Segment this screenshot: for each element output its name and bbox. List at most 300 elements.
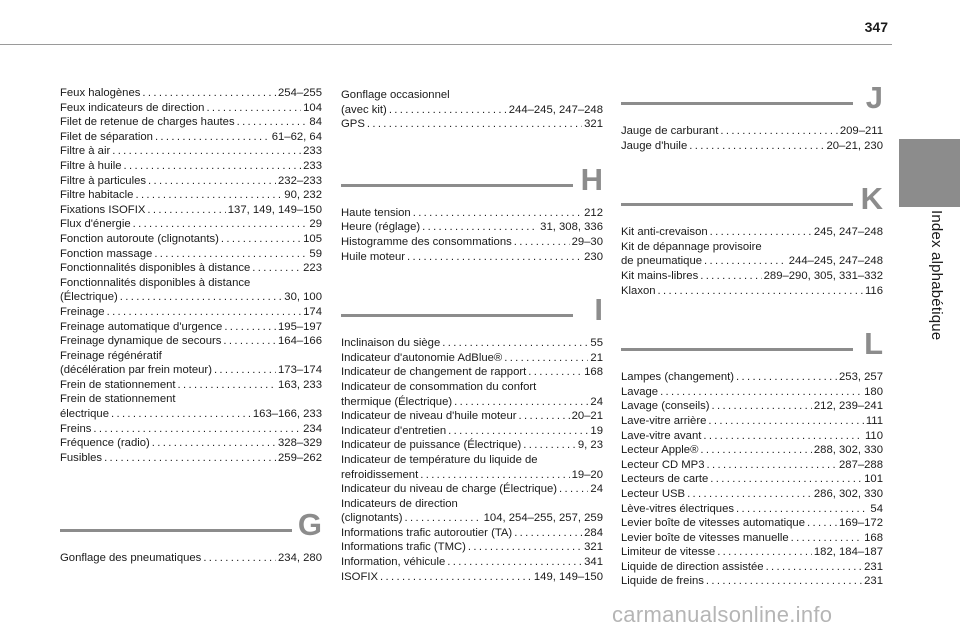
index-entry[interactable] bbox=[621, 531, 883, 546]
entry-label: Lave-vitre arrière bbox=[621, 414, 707, 427]
index-entry[interactable] bbox=[341, 351, 603, 366]
index-entry-line bbox=[621, 443, 883, 458]
section-header-i bbox=[341, 290, 603, 336]
index-entry-line bbox=[341, 235, 603, 250]
index-entry-line bbox=[341, 395, 603, 410]
entry-label: Indicateur d'entretien bbox=[341, 424, 447, 437]
entry-label: Frein de stationnement bbox=[60, 378, 176, 391]
entry-label: Kit anti-crevaison bbox=[621, 226, 708, 239]
index-entry-line bbox=[621, 139, 883, 154]
index-entry-line bbox=[621, 502, 883, 517]
entry-page-ref[interactable]: 116 bbox=[864, 284, 883, 297]
section-rule bbox=[60, 529, 292, 532]
index-column-3 bbox=[621, 78, 883, 589]
index-entry-line bbox=[60, 101, 322, 116]
index-entry[interactable] bbox=[621, 472, 883, 487]
index-entry-line bbox=[341, 438, 603, 453]
index-entry-line bbox=[60, 203, 322, 218]
entry-label: Lecteur Apple® bbox=[621, 444, 699, 457]
entry-page-ref[interactable]: 110 bbox=[864, 429, 883, 442]
index-entry[interactable] bbox=[60, 203, 322, 218]
entry-page-ref[interactable]: 341 bbox=[584, 556, 603, 569]
index-entry-line bbox=[60, 130, 322, 145]
entry-page-ref[interactable]: 245, 247–248 bbox=[813, 226, 883, 239]
dot-leader bbox=[111, 407, 251, 422]
entry-page-ref[interactable]: 231 bbox=[864, 560, 883, 573]
dot-leader bbox=[104, 451, 276, 466]
entry-page-ref[interactable]: 254–255 bbox=[278, 87, 322, 99]
entry-page-ref[interactable]: 328–329 bbox=[278, 437, 322, 450]
index-entry[interactable] bbox=[341, 555, 603, 570]
index-entry-line bbox=[60, 551, 322, 566]
dot-leader bbox=[413, 206, 582, 221]
index-entry-line bbox=[60, 363, 322, 378]
index-entry-line bbox=[60, 436, 322, 451]
section-rule bbox=[621, 102, 853, 105]
dot-leader bbox=[203, 551, 276, 566]
index-entry-line bbox=[621, 124, 883, 139]
entry-label: Freinage dynamique de secours bbox=[60, 335, 222, 348]
entry-page-ref[interactable]: 163, 233 bbox=[278, 378, 322, 391]
entry-label: Fonction massage bbox=[60, 247, 153, 260]
dot-leader bbox=[178, 378, 276, 393]
dot-leader bbox=[405, 511, 482, 526]
entry-label: Fonction autoroute (clignotants) bbox=[60, 232, 219, 245]
index-entry-line bbox=[60, 422, 322, 437]
entry-label: Feux halogènes bbox=[60, 87, 141, 99]
entry-label: de pneumatique bbox=[621, 255, 703, 268]
entry-page-ref[interactable]: 284 bbox=[584, 526, 603, 539]
dot-leader bbox=[700, 269, 761, 284]
entry-page-ref[interactable]: 168 bbox=[864, 531, 883, 544]
index-entry[interactable] bbox=[341, 220, 603, 235]
index-entry[interactable] bbox=[621, 139, 883, 154]
entry-page-ref[interactable]: 288, 302, 330 bbox=[813, 444, 883, 457]
entry-label: Heure (réglage) bbox=[341, 221, 421, 234]
entry-label: Fonctionnalités disponibles à distance bbox=[60, 262, 251, 275]
dot-leader bbox=[133, 217, 308, 232]
dot-leader bbox=[224, 320, 276, 335]
section-letter: H bbox=[580, 161, 603, 197]
index-entry-line bbox=[60, 378, 322, 393]
index-entry[interactable] bbox=[621, 560, 883, 575]
index-entry-line bbox=[621, 429, 883, 444]
index-entry[interactable] bbox=[341, 497, 603, 526]
index-entry[interactable] bbox=[60, 217, 322, 232]
index-entry-line bbox=[341, 250, 603, 265]
entry-page-ref[interactable]: 31, 308, 336 bbox=[540, 221, 603, 234]
index-entry[interactable] bbox=[621, 124, 883, 139]
entry-page-ref[interactable]: 59 bbox=[309, 247, 322, 260]
index-entry-line bbox=[621, 269, 883, 284]
index-entry[interactable] bbox=[341, 88, 603, 117]
entry-page-ref[interactable]: 24 bbox=[590, 395, 603, 408]
dot-leader bbox=[252, 261, 301, 276]
dot-leader bbox=[147, 203, 225, 218]
entry-label: GPS bbox=[341, 118, 365, 131]
index-entry-line bbox=[341, 468, 603, 483]
dot-leader bbox=[736, 502, 868, 517]
dot-leader bbox=[514, 526, 582, 541]
entry-page-ref[interactable]: 253, 257 bbox=[839, 371, 883, 384]
entry-label: Lavage (conseils) bbox=[621, 400, 710, 413]
entry-page-ref[interactable]: 19–20 bbox=[571, 468, 603, 481]
index-entry-line bbox=[60, 188, 322, 203]
entry-label: Freins bbox=[60, 422, 92, 435]
index-entry-line bbox=[341, 220, 603, 235]
section-header-h bbox=[341, 160, 603, 206]
entry-label: Kit de dépannage provisoire bbox=[621, 240, 762, 253]
index-entry-line bbox=[60, 115, 322, 130]
dot-leader bbox=[448, 424, 588, 439]
entry-page-ref[interactable]: 19 bbox=[590, 424, 603, 437]
index-entry[interactable] bbox=[341, 336, 603, 351]
entry-page-ref[interactable]: 84 bbox=[309, 116, 322, 129]
dot-leader bbox=[528, 365, 582, 380]
index-entry[interactable] bbox=[60, 551, 322, 566]
index-entry[interactable] bbox=[621, 240, 883, 269]
index-entry[interactable] bbox=[60, 174, 322, 189]
dot-leader bbox=[717, 545, 812, 560]
entry-page-ref[interactable]: 321 bbox=[584, 541, 603, 554]
section-header-l bbox=[621, 324, 883, 370]
index-entry[interactable] bbox=[60, 320, 322, 335]
entry-label: Histogramme des consommations bbox=[341, 235, 512, 248]
entry-label: Filtre à particules bbox=[60, 174, 147, 187]
entry-label: Kit mains-libres bbox=[621, 269, 699, 282]
index-entry[interactable] bbox=[60, 451, 322, 466]
entry-page-ref[interactable]: 231 bbox=[864, 575, 883, 588]
section-rule bbox=[621, 203, 853, 206]
entry-label: Feux indicateurs de direction bbox=[60, 101, 205, 114]
index-entry[interactable] bbox=[60, 276, 322, 305]
index-entry[interactable] bbox=[621, 225, 883, 240]
dot-leader bbox=[214, 363, 276, 378]
chapter-tab[interactable] bbox=[899, 139, 960, 207]
entry-page-ref[interactable]: 137, 149, 149–150 bbox=[227, 203, 322, 216]
entry-page-ref[interactable]: 90, 232 bbox=[284, 189, 322, 202]
entry-label: Limiteur de vitesse bbox=[621, 546, 716, 559]
entry-page-ref[interactable]: 163–166, 233 bbox=[252, 408, 322, 421]
entry-page-ref[interactable]: 9, 23 bbox=[577, 439, 603, 452]
entry-label: thermique (Électrique) bbox=[341, 395, 453, 408]
index-entry-line bbox=[341, 380, 603, 395]
dot-leader bbox=[766, 560, 863, 575]
entry-page-ref[interactable]: 111 bbox=[865, 414, 883, 427]
dot-leader bbox=[707, 458, 838, 473]
entry-page-ref[interactable]: 24 bbox=[590, 483, 603, 496]
index-entry-line bbox=[60, 174, 322, 189]
section-header-j bbox=[621, 78, 883, 124]
entry-page-ref[interactable]: 21 bbox=[590, 351, 603, 364]
index-entry[interactable] bbox=[621, 443, 883, 458]
entry-page-ref[interactable]: 223 bbox=[303, 262, 322, 275]
index-column-2 bbox=[341, 88, 603, 584]
index-entry-line bbox=[60, 232, 322, 247]
index-entry-line bbox=[621, 240, 883, 255]
index-entry[interactable] bbox=[60, 86, 322, 101]
dot-leader bbox=[367, 117, 582, 132]
index-entry[interactable] bbox=[60, 159, 322, 174]
entry-page-ref[interactable]: 286, 302, 330 bbox=[813, 487, 883, 500]
index-entry-line bbox=[341, 526, 603, 541]
entry-label: Liquide de freins bbox=[621, 575, 704, 588]
index-entry-line bbox=[621, 414, 883, 429]
entry-label: Lève-vitres électriques bbox=[621, 502, 735, 515]
dot-leader bbox=[700, 443, 811, 458]
entry-page-ref[interactable]: 164–166 bbox=[278, 335, 322, 348]
entry-page-ref[interactable]: 104, 254–255, 257, 259 bbox=[483, 512, 603, 525]
entry-page-ref[interactable]: 212 bbox=[584, 206, 603, 219]
entry-page-ref[interactable]: 212, 239–241 bbox=[813, 400, 883, 413]
entry-label: ISOFIX bbox=[341, 570, 379, 583]
entry-label: (clignotants) bbox=[341, 512, 403, 525]
dot-leader bbox=[442, 336, 588, 351]
index-entry[interactable] bbox=[60, 188, 322, 203]
dot-leader bbox=[155, 130, 270, 145]
index-entry-line bbox=[341, 497, 603, 512]
entry-page-ref[interactable]: 234 bbox=[303, 422, 322, 435]
watermark: carmanualsonline.info bbox=[612, 602, 833, 627]
index-entry-line bbox=[621, 254, 883, 269]
entry-page-ref[interactable]: 20–21, 230 bbox=[826, 139, 883, 152]
section-letter: J bbox=[865, 80, 883, 115]
index-entry[interactable] bbox=[341, 482, 603, 497]
index-entry[interactable] bbox=[60, 144, 322, 159]
dot-leader bbox=[380, 570, 532, 585]
entry-label: Gonflage occasionnel bbox=[341, 89, 450, 101]
index-entry-line bbox=[341, 351, 603, 366]
index-entry-line bbox=[341, 453, 603, 468]
dot-leader bbox=[142, 86, 276, 101]
dot-leader bbox=[504, 351, 588, 366]
entry-page-ref[interactable]: 209–211 bbox=[839, 125, 883, 137]
entry-label: Fréquence (radio) bbox=[60, 437, 150, 450]
chapter-title: Index alphabétique bbox=[928, 210, 945, 341]
index-entry[interactable] bbox=[60, 101, 322, 116]
index-entry[interactable] bbox=[341, 380, 603, 409]
entry-page-ref[interactable]: 230 bbox=[584, 250, 603, 263]
entry-label: Filtre à huile bbox=[60, 159, 122, 172]
index-entry-line bbox=[621, 385, 883, 400]
entry-label: Freinage régénératif bbox=[60, 349, 162, 362]
index-column-1 bbox=[60, 86, 322, 566]
entry-page-ref[interactable]: 244–245, 247–248 bbox=[508, 103, 603, 116]
dot-leader bbox=[712, 399, 812, 414]
entry-label: Jauge d'huile bbox=[621, 139, 688, 152]
dot-leader bbox=[112, 144, 301, 159]
entry-label: refroidissement bbox=[341, 468, 419, 481]
entry-page-ref[interactable]: 149, 149–150 bbox=[533, 570, 603, 583]
entry-page-ref[interactable]: 20–21 bbox=[571, 410, 603, 423]
entry-label: Frein de stationnement bbox=[60, 393, 176, 406]
header-rule bbox=[0, 44, 892, 45]
dot-leader bbox=[206, 101, 301, 116]
index-entry[interactable] bbox=[621, 502, 883, 517]
entry-label: Lavage bbox=[621, 385, 659, 398]
entry-page-ref[interactable]: 169–172 bbox=[839, 517, 883, 530]
index-entry-line bbox=[60, 290, 322, 305]
dot-leader bbox=[514, 235, 570, 250]
entry-label: Haute tension bbox=[341, 206, 411, 219]
index-entry-line bbox=[60, 305, 322, 320]
index-entry-line bbox=[341, 555, 603, 570]
index-entry-line bbox=[341, 409, 603, 424]
index-entry-line bbox=[341, 482, 603, 497]
entry-label: (avec kit) bbox=[341, 103, 387, 116]
entry-page-ref[interactable]: 289–290, 305, 331–332 bbox=[763, 269, 883, 282]
index-entry[interactable] bbox=[341, 250, 603, 265]
entry-page-ref[interactable]: 244–245, 247–248 bbox=[788, 255, 883, 268]
entry-label: Klaxon bbox=[621, 284, 656, 297]
index-entry[interactable] bbox=[621, 429, 883, 444]
section-rule bbox=[621, 348, 853, 351]
page-number: 347 bbox=[864, 19, 888, 35]
index-entry[interactable] bbox=[60, 378, 322, 393]
entry-label: Lecteur USB bbox=[621, 487, 686, 500]
entry-page-ref[interactable]: 105 bbox=[303, 232, 322, 245]
entry-page-ref[interactable]: 61–62, 64 bbox=[271, 130, 322, 143]
index-entry[interactable] bbox=[341, 206, 603, 221]
index-entry[interactable] bbox=[341, 424, 603, 439]
index-entry[interactable] bbox=[60, 130, 322, 145]
entry-label: Indicateur de consommation du confort bbox=[341, 380, 537, 393]
index-entry-line bbox=[60, 276, 322, 291]
dot-leader bbox=[422, 220, 538, 235]
index-entry[interactable] bbox=[341, 409, 603, 424]
index-entry[interactable] bbox=[621, 370, 883, 385]
entry-page-ref[interactable]: 30, 100 bbox=[284, 291, 322, 304]
dot-leader bbox=[107, 305, 302, 320]
index-entry[interactable] bbox=[60, 305, 322, 320]
index-entry[interactable] bbox=[60, 334, 322, 349]
entry-page-ref[interactable]: 233 bbox=[303, 159, 322, 172]
entry-page-ref[interactable]: 54 bbox=[870, 502, 883, 515]
index-entry-line bbox=[621, 545, 883, 560]
entry-page-ref[interactable]: 233 bbox=[303, 145, 322, 158]
dot-leader bbox=[791, 531, 862, 546]
section-letter: I bbox=[594, 292, 603, 328]
index-entry-line bbox=[60, 451, 322, 466]
entry-page-ref[interactable]: 180 bbox=[864, 385, 883, 398]
dot-leader bbox=[523, 438, 576, 453]
index-entry-line bbox=[621, 531, 883, 546]
entry-label: Indicateur de niveau d'huile moteur bbox=[341, 410, 517, 423]
index-entry[interactable] bbox=[60, 392, 322, 421]
entry-page-ref[interactable]: 287–288 bbox=[839, 458, 883, 471]
index-entry-line bbox=[60, 217, 322, 232]
index-entry[interactable] bbox=[621, 487, 883, 502]
dot-leader bbox=[420, 468, 569, 483]
index-entry-line bbox=[341, 424, 603, 439]
index-entry[interactable] bbox=[60, 436, 322, 451]
index-entry[interactable] bbox=[60, 232, 322, 247]
entry-page-ref[interactable]: 29–30 bbox=[571, 235, 603, 248]
dot-leader bbox=[736, 370, 837, 385]
dot-leader bbox=[154, 247, 307, 262]
index-entry-line bbox=[341, 206, 603, 221]
index-entry[interactable] bbox=[60, 115, 322, 130]
entry-label: Flux d'énergie bbox=[60, 218, 131, 231]
index-entry[interactable] bbox=[341, 365, 603, 380]
index-entry[interactable] bbox=[621, 284, 883, 299]
index-entry[interactable] bbox=[341, 453, 603, 482]
dot-leader bbox=[687, 487, 812, 502]
index-entry[interactable] bbox=[60, 261, 322, 276]
entry-label: Liquide de direction assistée bbox=[621, 560, 764, 573]
entry-page-ref[interactable]: 55 bbox=[590, 337, 603, 350]
index-entry[interactable] bbox=[621, 545, 883, 560]
index-entry[interactable] bbox=[621, 385, 883, 400]
index-entry-line bbox=[621, 399, 883, 414]
dot-leader bbox=[152, 436, 276, 451]
index-entry[interactable] bbox=[621, 414, 883, 429]
entry-page-ref[interactable]: 234, 280 bbox=[278, 552, 322, 565]
entry-label: Lave-vitre avant bbox=[621, 429, 702, 442]
entry-page-ref[interactable]: 101 bbox=[864, 473, 883, 486]
index-entry[interactable] bbox=[621, 399, 883, 414]
entry-page-ref[interactable]: 259–262 bbox=[278, 451, 322, 464]
dot-leader bbox=[93, 422, 301, 437]
entry-label: Gonflage des pneumatiques bbox=[60, 552, 202, 565]
index-entry[interactable] bbox=[341, 117, 603, 132]
entry-page-ref[interactable]: 168 bbox=[584, 366, 603, 379]
section-letter: K bbox=[860, 181, 883, 217]
entry-label: Inclinaison du siège bbox=[341, 337, 441, 350]
entry-page-ref[interactable]: 29 bbox=[309, 218, 322, 231]
index-entry[interactable] bbox=[621, 516, 883, 531]
index-entry[interactable] bbox=[60, 349, 322, 378]
entry-page-ref[interactable]: 321 bbox=[584, 118, 603, 131]
index-entry[interactable] bbox=[60, 247, 322, 262]
section-header-k bbox=[621, 179, 883, 225]
entry-page-ref[interactable]: 232–233 bbox=[278, 174, 322, 187]
index-entry-line bbox=[60, 334, 322, 349]
entry-page-ref[interactable]: 182, 184–187 bbox=[813, 546, 883, 559]
index-entry[interactable] bbox=[341, 235, 603, 250]
entry-label: Indicateur du niveau de charge (Électrique) bbox=[341, 483, 558, 496]
index-entry[interactable] bbox=[341, 438, 603, 453]
entry-label: Huile moteur bbox=[341, 250, 406, 263]
section-letter: L bbox=[864, 326, 883, 362]
index-entry[interactable] bbox=[621, 574, 883, 589]
index-entry[interactable] bbox=[621, 269, 883, 284]
entry-page-ref[interactable]: 174 bbox=[303, 305, 322, 318]
entry-label: Freinage bbox=[60, 305, 105, 318]
dot-leader bbox=[704, 254, 787, 269]
entry-page-ref[interactable]: 173–174 bbox=[278, 364, 322, 377]
entry-label: Indicateurs de direction bbox=[341, 497, 458, 510]
index-entry-line bbox=[621, 472, 883, 487]
index-entry-line bbox=[621, 516, 883, 531]
dot-leader bbox=[124, 159, 302, 174]
index-entry[interactable] bbox=[341, 570, 603, 585]
entry-page-ref[interactable]: 195–197 bbox=[278, 320, 322, 333]
entry-label: Fixations ISOFIX bbox=[60, 203, 146, 216]
index-entry[interactable] bbox=[621, 458, 883, 473]
index-entry-line bbox=[621, 225, 883, 240]
entry-page-ref[interactable]: 104 bbox=[303, 101, 322, 114]
index-entry[interactable] bbox=[341, 526, 603, 541]
entry-label: électrique bbox=[60, 408, 109, 421]
index-entry-line bbox=[60, 86, 322, 101]
entry-label: Informations trafic autoroutier (TA) bbox=[341, 526, 513, 539]
index-entry[interactable] bbox=[60, 422, 322, 437]
dot-leader bbox=[519, 409, 570, 424]
index-entry[interactable] bbox=[341, 540, 603, 555]
entry-label: Indicateur d'autonomie AdBlue® bbox=[341, 351, 503, 364]
dot-leader bbox=[468, 540, 582, 555]
